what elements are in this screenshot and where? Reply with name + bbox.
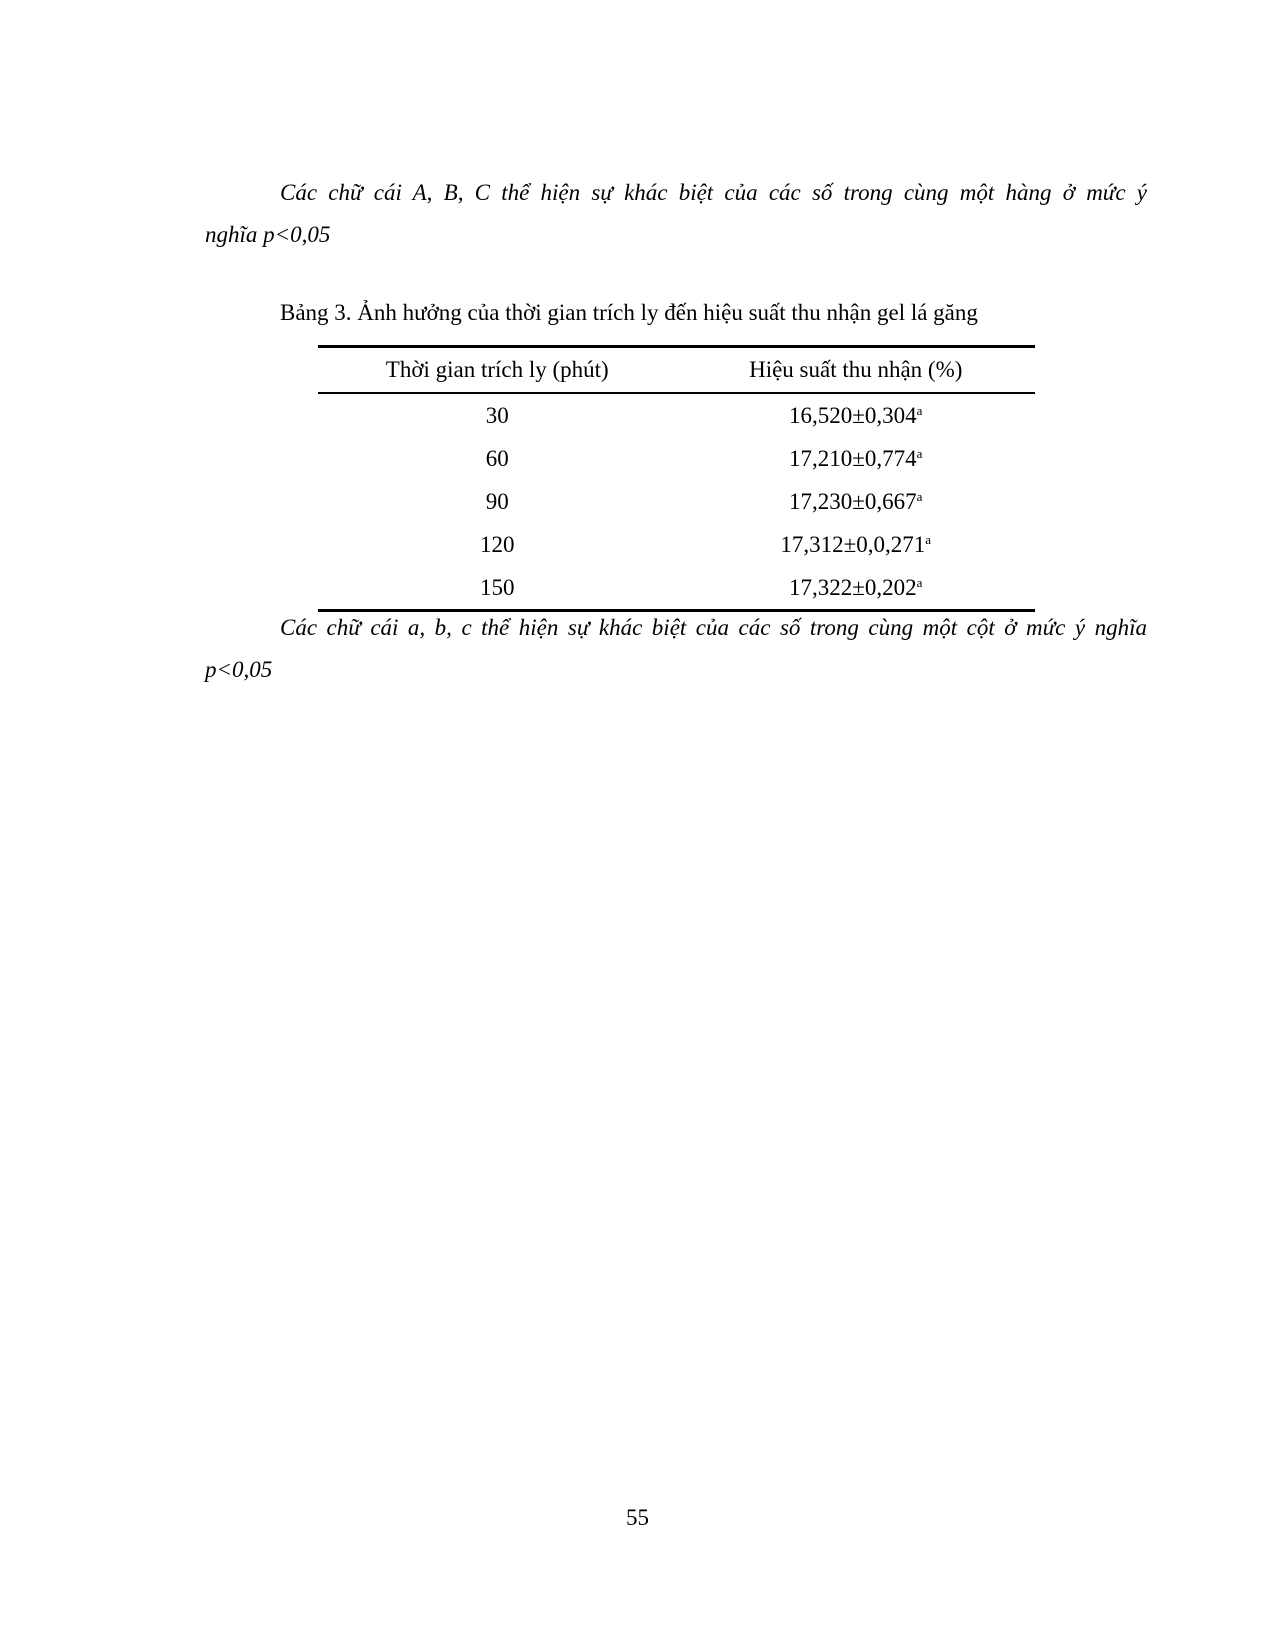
significance-letter: a — [916, 574, 923, 590]
yield-cell — [677, 566, 1036, 611]
table-row — [318, 523, 1035, 566]
table-row — [318, 437, 1035, 480]
time-cell: 90 — [485, 488, 509, 514]
table-row — [318, 393, 1035, 437]
yield-cell — [677, 523, 1036, 566]
significance-letter: a — [916, 488, 923, 504]
yield-value: 17,322±0,202 — [789, 574, 917, 600]
footnote-line: p<0,05 — [205, 657, 273, 682]
time-cell: 60 — [485, 445, 509, 471]
footnote-line: Các chữ cái a, b, c thể hiện sự khác biệt của các số trong cùng một cột ở mức ý nghĩa — [280, 615, 1147, 640]
time-cell: 150 — [318, 566, 677, 611]
significance-letter: a — [916, 402, 923, 418]
table-row — [318, 566, 1035, 611]
significance-letter: a — [925, 531, 932, 547]
extraction-time-table — [318, 345, 1035, 612]
table-row — [318, 480, 1035, 523]
footnote-line: Các chữ cái A, B, C thể hiện sự khác biệt của các số trong cùng một hàng ở mức ý — [280, 180, 1147, 205]
footnote-column-significance — [205, 607, 1147, 691]
table-header-row — [318, 347, 1035, 394]
page-number: 55 — [626, 1505, 649, 1530]
yield-value: 17,230±0,667 — [789, 488, 917, 514]
yield-cell — [677, 480, 1036, 523]
time-cell: 30 — [485, 402, 509, 428]
yield-value: 16,520±0,304 — [789, 402, 917, 428]
yield-value: 17,210±0,774 — [789, 445, 917, 471]
yield-cell — [677, 393, 1036, 437]
footnote-row-significance — [205, 172, 1147, 256]
column-header-yield: Hiệu suất thu nhận (%) — [677, 347, 1036, 394]
footnote-line: nghĩa p<0,05 — [205, 222, 331, 247]
yield-value: 17,312±0,0,271 — [780, 531, 926, 557]
time-cell: 120 — [480, 531, 515, 557]
significance-letter: a — [916, 445, 923, 461]
column-header-time: Thời gian trích ly (phút) — [318, 347, 677, 394]
yield-cell — [677, 437, 1036, 480]
table-caption: Bảng 3. Ảnh hưởng của thời gian trích ly đến hiệu suất thu nhận gel lá găng — [280, 300, 978, 325]
